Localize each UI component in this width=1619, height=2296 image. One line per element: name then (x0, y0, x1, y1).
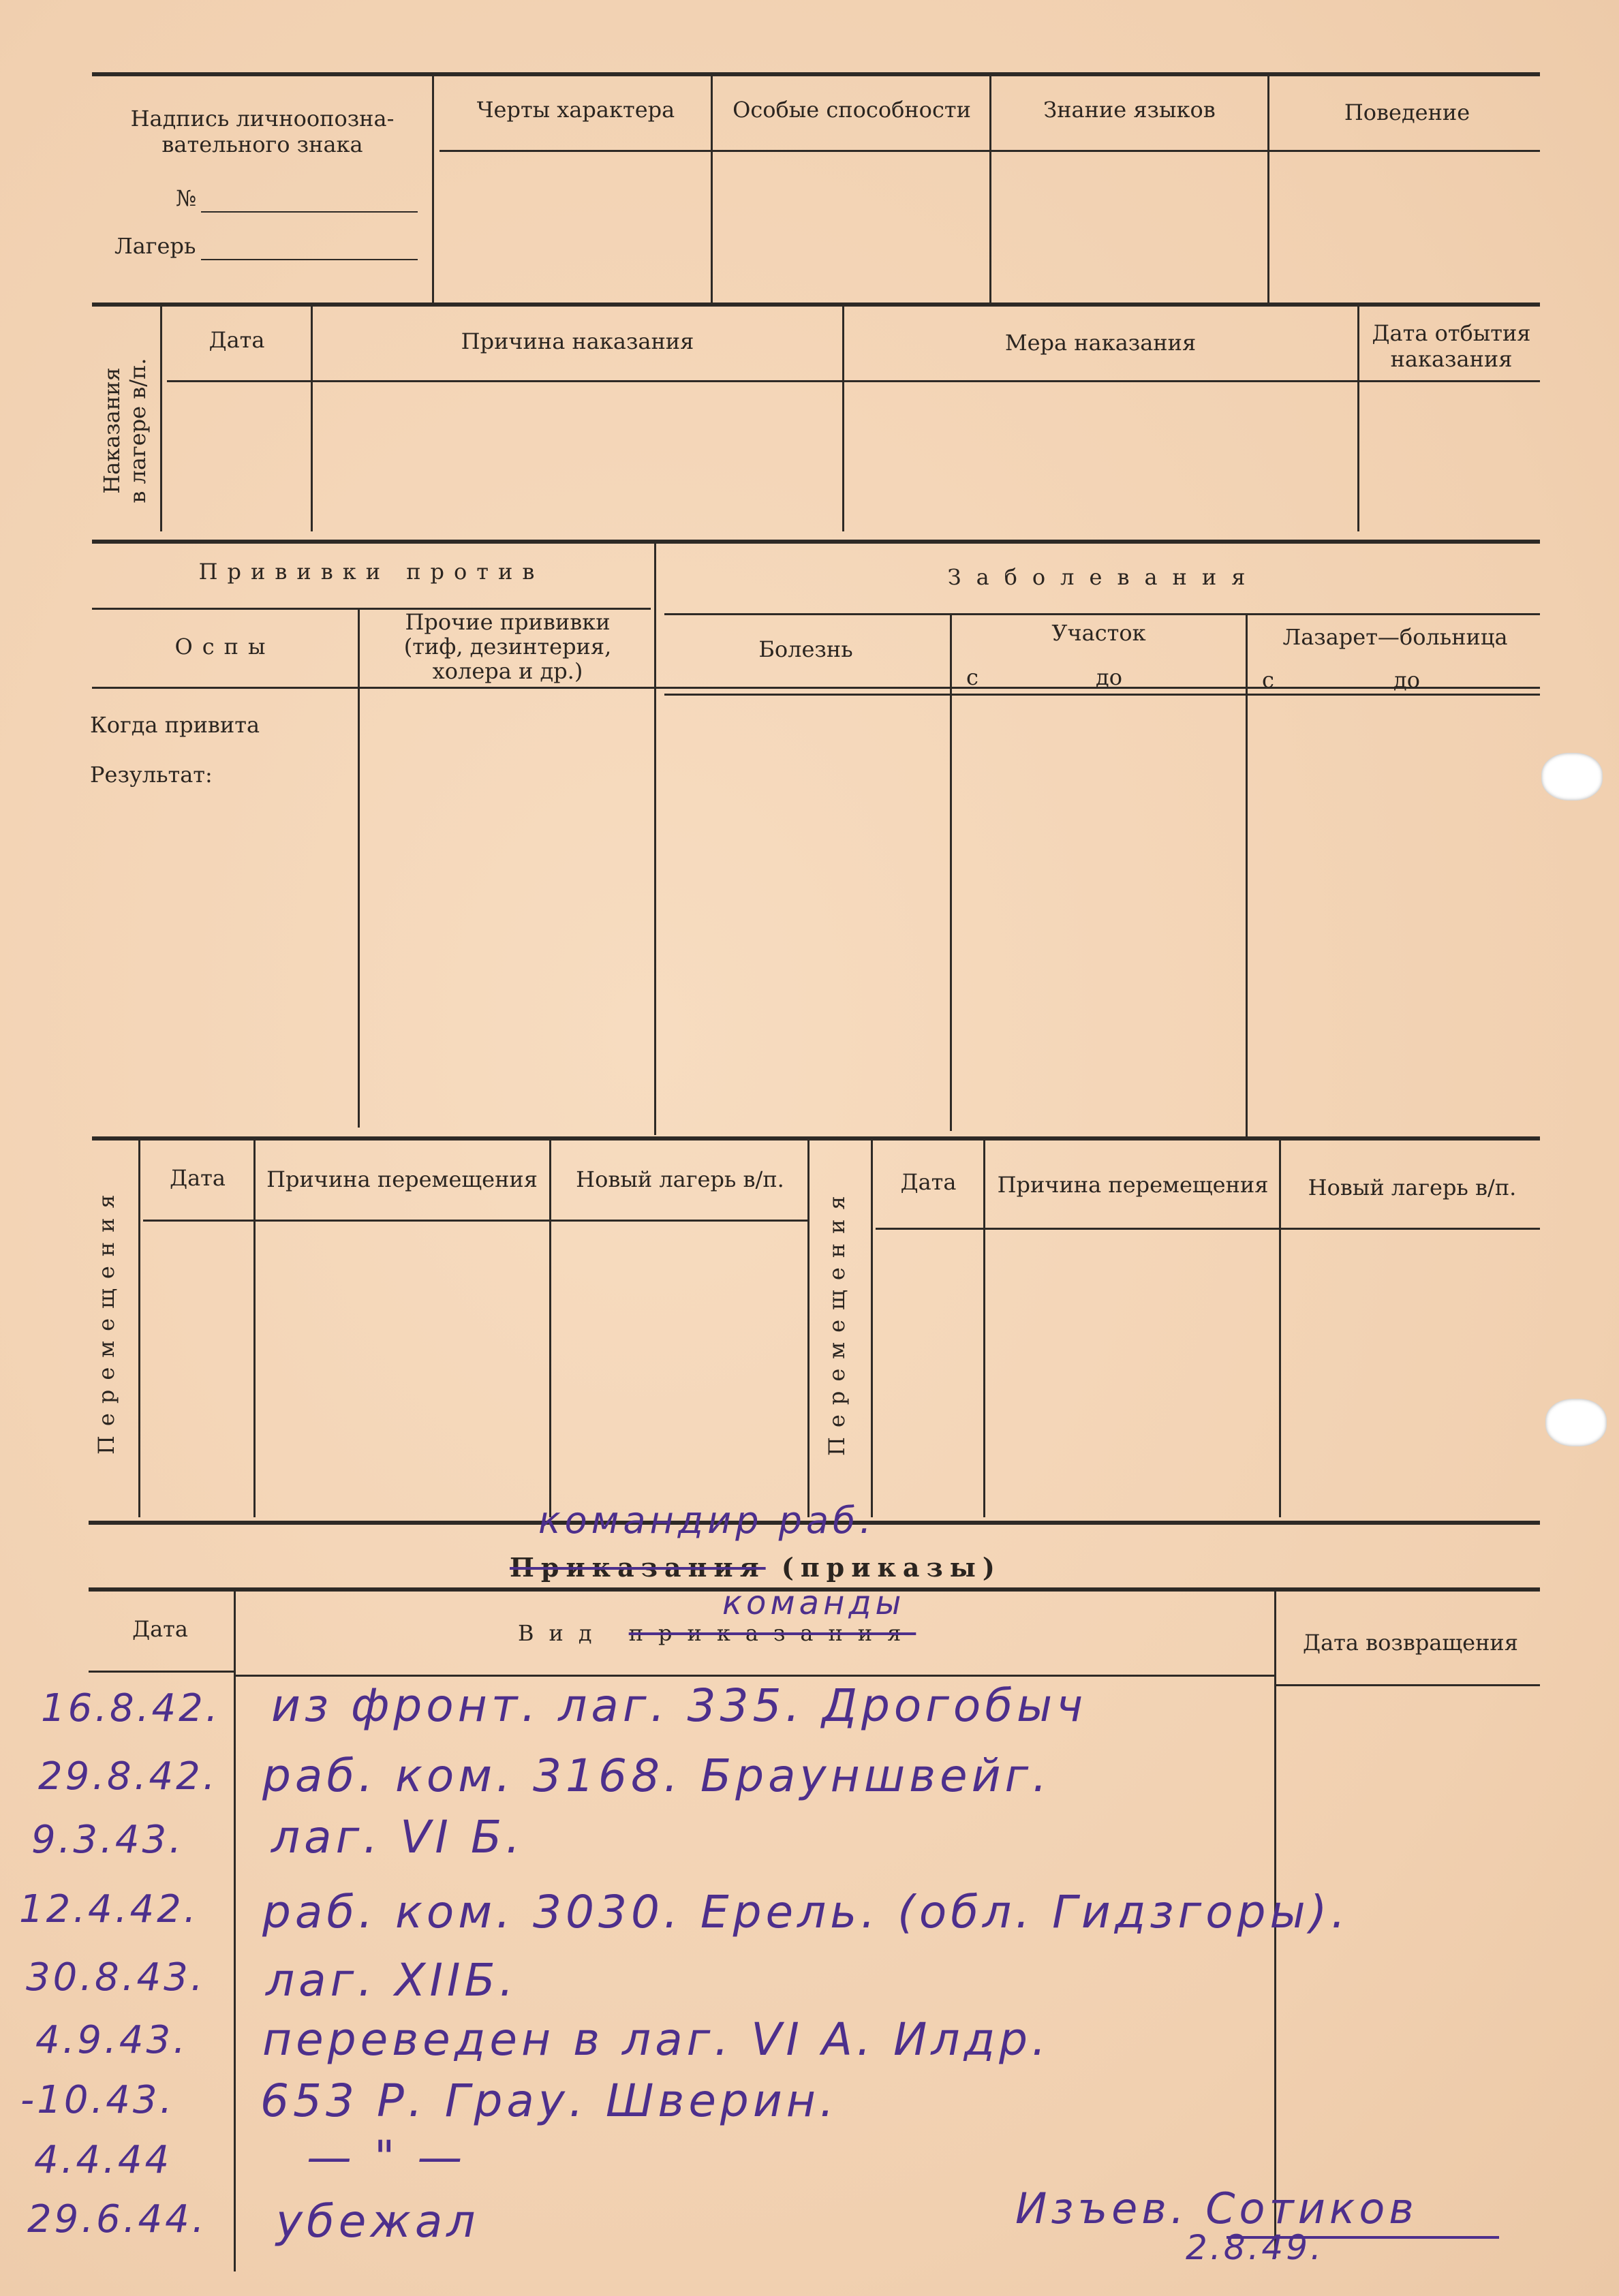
number-field-line (201, 211, 418, 213)
col-punishment-served: Дата отбытия наказания (1372, 320, 1531, 372)
col-order-kind-prefix: Вид (518, 1620, 629, 1646)
rule (950, 615, 952, 1131)
rule (1267, 75, 1269, 304)
rule (138, 1139, 140, 1517)
rule (167, 380, 1540, 382)
rule (711, 75, 713, 304)
ward-from: с (966, 664, 978, 690)
orders-title-plain: (приказы) (781, 1552, 1002, 1583)
entry-date: 9.3.43. (31, 1818, 184, 1862)
col-abilities: Особые способности (733, 97, 971, 123)
entry-date: 29.6.44. (27, 2197, 207, 2241)
orders-title (510, 1552, 1002, 1583)
rule (92, 302, 1540, 307)
entry-date: 30.8.43. (26, 1955, 206, 2000)
col-kind-handwritten-over: команды (722, 1584, 906, 1622)
diseases-title: Заболевания (947, 564, 1261, 590)
orders-title-struck: Приказания (510, 1552, 766, 1583)
entry-text: убежал (276, 2195, 480, 2248)
col-punishment-measure: Мера наказания (1004, 330, 1197, 356)
entry-text: — " — (307, 2131, 467, 2184)
entry-date: -10.43. (20, 2078, 175, 2122)
col-order-kind (518, 1620, 916, 1646)
col-behavior: Поведение (1344, 99, 1470, 125)
rule (92, 540, 1540, 544)
entry-text: раб. ком. 3168. Брауншвейг. (262, 1750, 1051, 1802)
punch-hole-bottom (1545, 1399, 1607, 1446)
transfers-side-label-right: Перемещения (824, 1186, 850, 1456)
result-label: Результат: (90, 762, 213, 788)
rule (143, 1220, 807, 1222)
rule (876, 1228, 1540, 1230)
rule (1357, 305, 1359, 531)
entry-date: 12.4.42. (19, 1887, 199, 1932)
col-date: Дата (209, 327, 265, 353)
rule (842, 305, 844, 531)
col-transfer-reason-left: Причина перемещения (266, 1166, 538, 1192)
hospital-from: с (1262, 667, 1274, 693)
when-vaccinated-label: Когда привита (90, 712, 260, 738)
col-transfer-camp-right: Новый лагерь в/п. (1308, 1175, 1517, 1200)
col-transfer-camp-left: Новый лагерь в/п. (576, 1166, 784, 1192)
col-transfer-date-left: Дата (170, 1165, 226, 1191)
signature-date: 2.8.49. (1186, 2228, 1324, 2267)
rule (89, 1671, 235, 1673)
rule (160, 305, 162, 531)
rule (1279, 1139, 1281, 1517)
col-return-date: Дата возвращения (1303, 1630, 1518, 1656)
entry-date: 4.9.43. (35, 2018, 188, 2062)
rule (92, 687, 1540, 689)
rule (664, 694, 1540, 696)
rule (1274, 1684, 1540, 1686)
hospital-to: до (1393, 667, 1420, 693)
ward-to: до (1096, 664, 1122, 690)
col-character: Черты характера (476, 97, 675, 123)
col-order-date: Дата (132, 1616, 188, 1642)
entry-text: 653 Р. Грау. Шверин. (260, 2075, 838, 2127)
punch-hole-top (1541, 753, 1603, 801)
col-punishment-reason: Причина наказания (461, 328, 694, 354)
entry-text: лаг. VI Б. (271, 1811, 525, 1863)
camp-label: Лагерь (114, 233, 196, 259)
badge-label: Надпись личноопозна- вательного знака (130, 106, 395, 157)
rule (983, 1139, 985, 1517)
entry-text: из фронт. лаг. 335. Дрогобыч (271, 1679, 1088, 1732)
rule (253, 1139, 256, 1517)
col-languages: Знание языков (1043, 97, 1216, 123)
entry-text: раб. ком. 3030. Ерель. (обл. Гидзгоры). (262, 1886, 1350, 1938)
rule (432, 75, 434, 304)
rule (549, 1139, 551, 1517)
rule (654, 542, 656, 1135)
rule (807, 1139, 810, 1517)
col-illness: Болезнь (758, 636, 853, 662)
entry-date: 4.4.44 (34, 2138, 172, 2182)
col-transfer-reason-right: Причина перемещения (997, 1172, 1269, 1198)
entry-text: лаг. XIIБ. (266, 1954, 518, 2006)
camp-field-line (201, 259, 418, 260)
rule (234, 1590, 236, 2271)
col-ward: Участок (1051, 620, 1146, 646)
col-other-vaccinations: Прочие прививки (тиф, дезинтерия, холера и др.) (403, 609, 612, 684)
entry-text: переведен в лаг. VI А. Илдр. (262, 2013, 1051, 2066)
entry-date: 16.8.42. (41, 1686, 221, 1731)
rule (92, 72, 1540, 76)
punishments-side-label: Наказания в лагере в/п. (99, 358, 151, 503)
rule (311, 305, 313, 531)
signature: Изъев. Сотиков (1015, 2184, 1418, 2233)
rule (92, 1136, 1540, 1141)
vaccinations-title: Прививки против (198, 559, 544, 585)
col-smallpox: Оспы (174, 634, 275, 660)
rule (440, 150, 1540, 152)
number-label: № (176, 185, 197, 211)
rule (989, 75, 991, 304)
rule (664, 613, 1540, 615)
entry-date: 29.8.42. (38, 1754, 218, 1799)
col-hospital: Лазарет—больница (1282, 624, 1508, 650)
col-order-kind-struck: приказания (628, 1620, 916, 1646)
rule (871, 1139, 873, 1517)
col-transfer-date-right-label: Дата (900, 1169, 957, 1195)
transfers-side-label-left: Перемещения (93, 1185, 119, 1455)
title-handwritten-over: командир раб. (538, 1499, 876, 1542)
rule (235, 1675, 1274, 1677)
